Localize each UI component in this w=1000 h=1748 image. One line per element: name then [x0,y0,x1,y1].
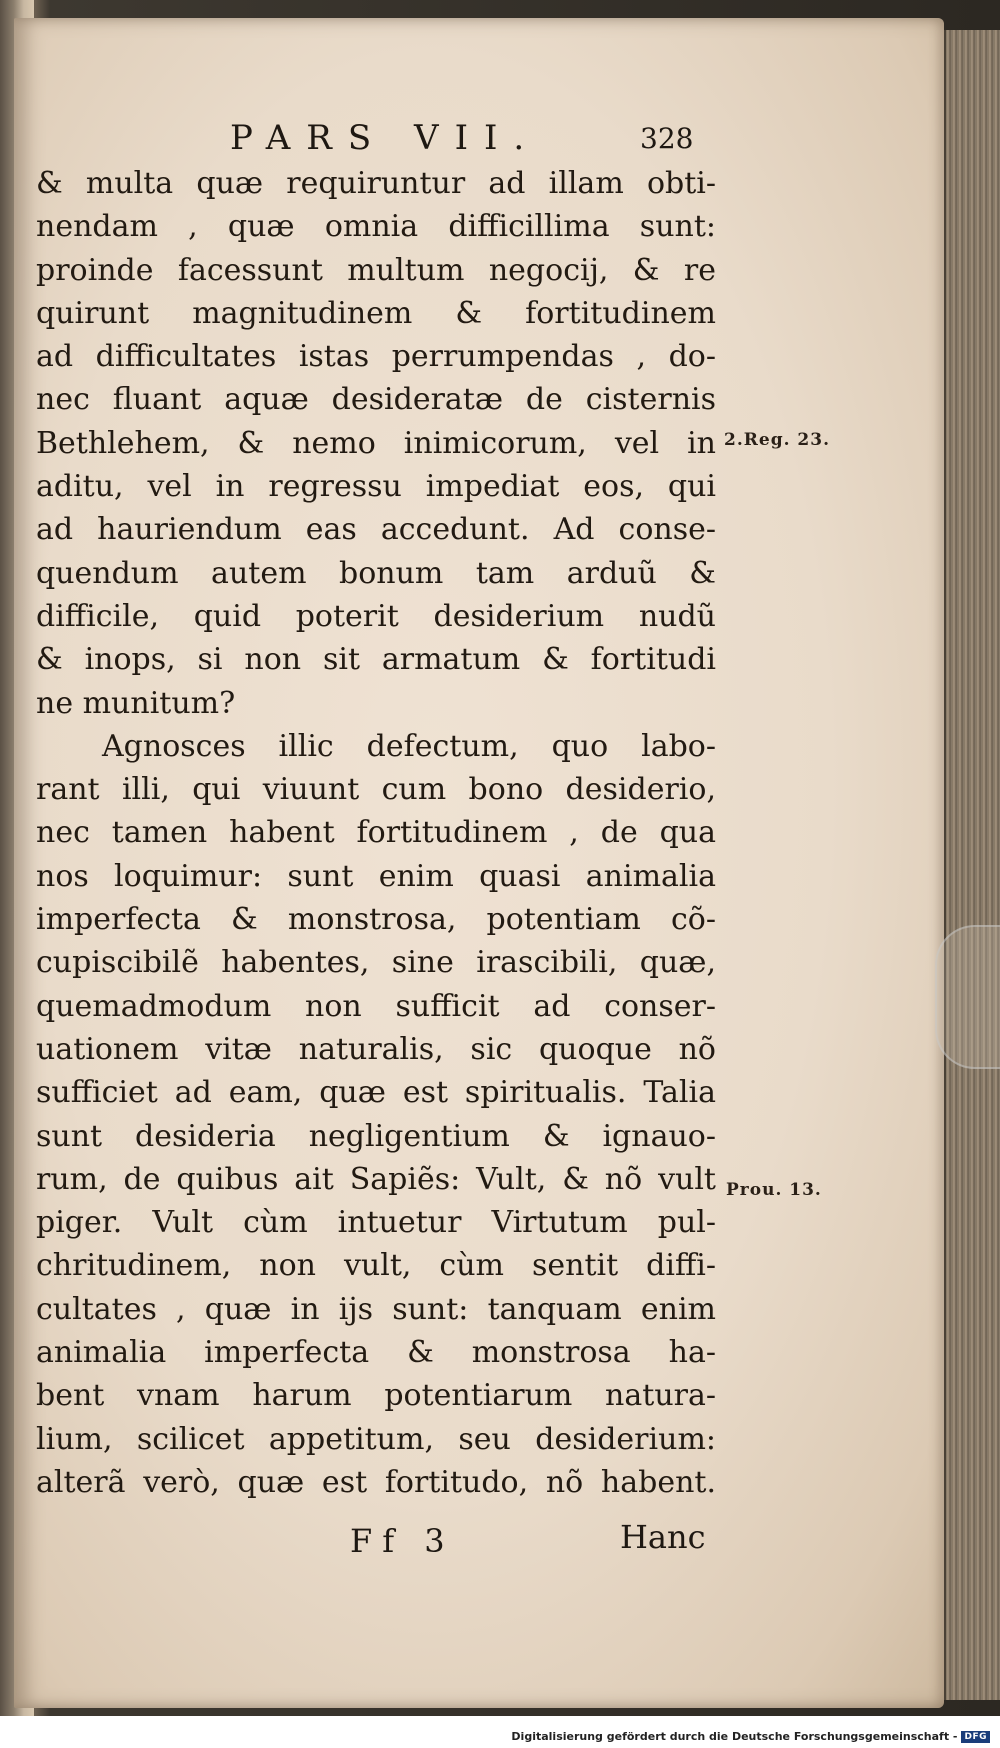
text-line: nec fluant aquæ desideratæ de cisternis [36,382,716,418]
signature-mark: Ff 3 [350,1522,455,1560]
text-line: quemadmodum non sufficit ad conser- [36,988,716,1024]
book-page-edge [944,30,1000,1700]
catchword: Hanc [620,1518,706,1556]
text-line: piger. Vult cùm intuetur Virtutum pul- [36,1205,716,1241]
credit-text: Digitalisierung gefördert durch die Deutsche Forschungsgemeinschaft - [511,1730,958,1743]
text-line: quirunt magnitudinem & fortitudinem [36,295,716,331]
text-line: & multa quæ requiruntur ad illam obti- [36,166,716,201]
text-line: sunt desideria negligentium & ignauo- [36,1118,716,1154]
text-line: cupiscibilẽ habentes, sine irascibili, quæ, [36,945,716,981]
text-line: bent vnam harum potentiarum natura- [36,1378,716,1414]
text-line: ad difficultates istas perrumpendas , do- [36,339,716,375]
text-line: quendum autem bonum tam arduũ & [36,555,716,591]
text-line: ad hauriendum eas accedunt. Ad conse- [36,512,716,548]
text-line: difficile, quid poterit desiderium nudũ [36,598,716,634]
dfg-logo-icon: DFG [961,1731,990,1743]
text-line: rant illi, qui viuunt cum bono desiderio, [36,772,716,808]
text-line: uationem vitæ naturalis, sic quoque nõ [36,1031,716,1067]
text-line: alterã verò, quæ est fortitudo, nõ habent. [36,1464,716,1500]
running-head: PARS VII. [230,118,541,158]
text-line: nos loquimur: sunt enim quasi animalia [36,858,716,894]
margin-note-prou: Prou. 13. [726,1180,822,1200]
page-clip [935,925,1000,1069]
text-line: imperfecta & monstrosa, potentiam cõ- [36,902,716,938]
text-line: animalia imperfecta & monstrosa ha- [36,1335,716,1371]
text-line: nec tamen habent fortitudinem , de qua [36,815,716,851]
text-line: lium, scilicet appetitum, seu desiderium: [36,1421,716,1457]
dfg-credit [511,1730,990,1743]
body-text [36,162,716,1504]
text-line: proinde facessunt multum negocij, & re [36,252,716,288]
text-line: rum, de quibus ait Sapiẽs: Vult, & nõ vult [36,1161,716,1197]
text-line: ne munitum? [36,685,236,721]
text-line: cultates , quæ in ijs sunt: tanquam enim [36,1291,716,1327]
text-line: Agnosces illic defectum, quo labo- [102,728,716,764]
text-line: nendam , quæ omnia difficillima sunt: [36,209,716,245]
text-line: Bethlehem, & nemo inimicorum, vel in [36,425,716,461]
text-line: aditu, vel in regressu impediat eos, qui [36,469,716,505]
text-line: sufficiet ad eam, quæ est spiritualis. Talia [36,1075,716,1111]
text-line: & inops, si non sit armatum & fortitudi [36,642,716,678]
text-line: chritudinem, non vult, cùm sentit diffi- [36,1248,716,1284]
page-number: 328 [640,122,694,155]
margin-note-reg: 2.Reg. 23. [724,430,830,450]
